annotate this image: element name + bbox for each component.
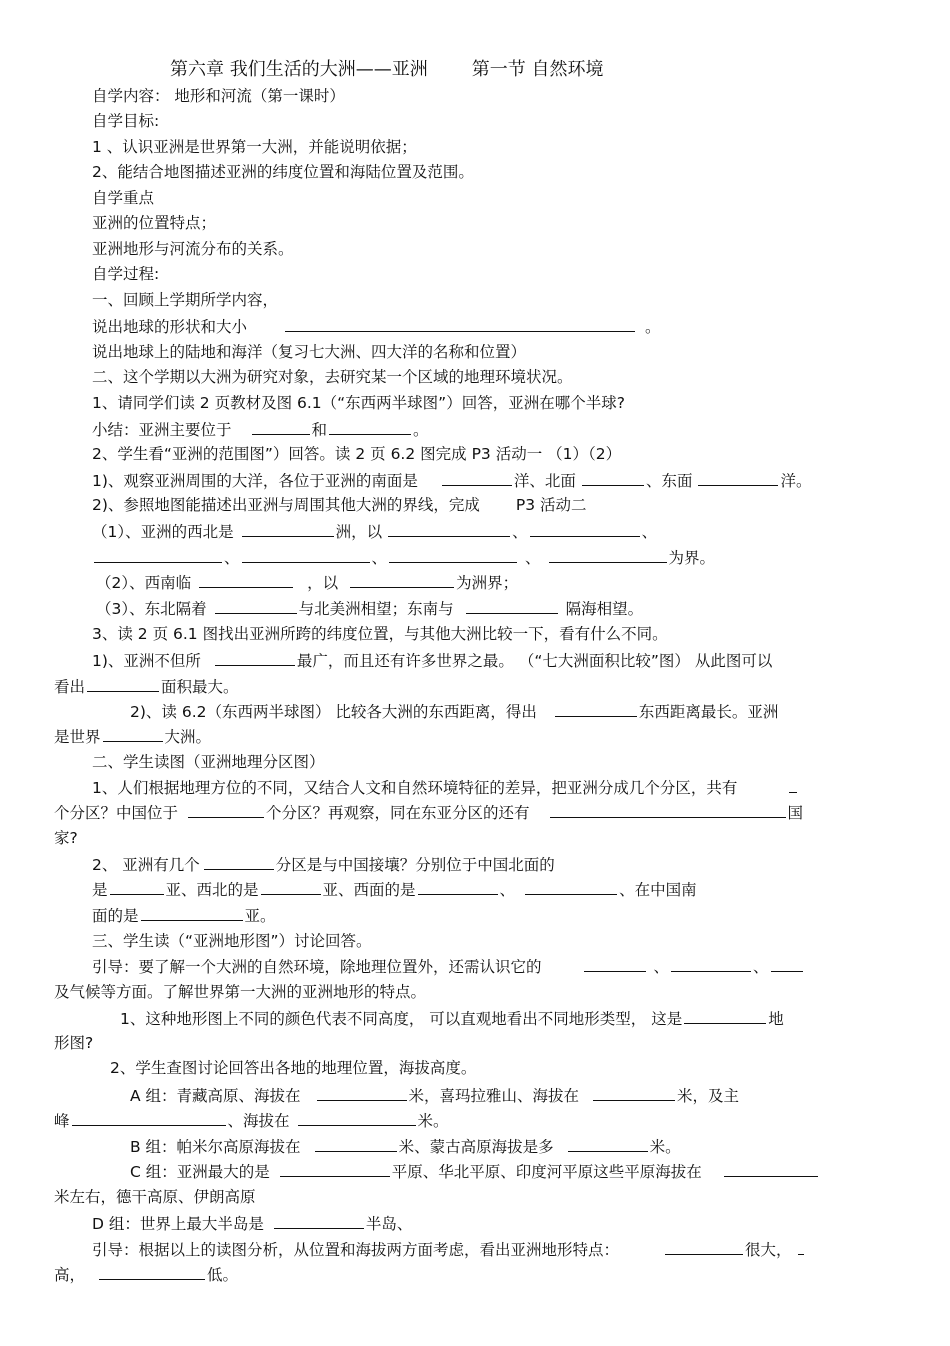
text: 引导：要了解一个大洲的自然环境，除地理位置外，还需认识它的	[92, 958, 542, 976]
text: A 组：青藏高原、海拔在	[130, 1087, 301, 1105]
text: 是	[92, 881, 108, 899]
answer-blank[interactable]	[550, 802, 786, 818]
answer-blank[interactable]	[285, 316, 635, 332]
answer-blank[interactable]	[315, 1136, 397, 1152]
answer-blank[interactable]	[261, 879, 321, 895]
map-type-line	[120, 1008, 784, 1028]
answer-blank[interactable]	[582, 470, 644, 486]
answer-blank[interactable]	[665, 1239, 743, 1255]
group-c-line	[130, 1161, 820, 1181]
map-type-line-end: 形图?	[54, 1034, 94, 1052]
answer-blank[interactable]	[317, 1085, 407, 1101]
text: 面积最大。	[161, 678, 239, 696]
text: 低。	[207, 1266, 239, 1284]
answer-blank[interactable]	[274, 1213, 364, 1229]
text: ，以	[307, 574, 339, 592]
answer-blank[interactable]	[199, 572, 293, 588]
group-b-line	[130, 1136, 681, 1156]
text: （2）、西南临	[96, 574, 192, 592]
southwest-line	[96, 572, 518, 592]
text: 个分区？中国位于	[54, 804, 179, 822]
group-a-line-2	[54, 1110, 449, 1130]
answer-blank[interactable]	[242, 521, 334, 537]
conclusion-line	[92, 1239, 806, 1259]
group-discussion-line: 2、学生查图讨论回答出各地的地理位置，海拔高度。	[110, 1059, 477, 1077]
terrain-heading: 三、学生读（“亚洲地形图”）讨论回答。	[92, 932, 372, 950]
chapter-title	[170, 60, 603, 80]
text: 最广，而且还有许多世界之最。 （“七大洲面积比较”图） 从此图可以	[296, 652, 773, 670]
text: 高，	[54, 1266, 86, 1284]
text: 个分区？再观察，同在东亚分区的还有	[266, 804, 530, 822]
answer-blank[interactable]	[329, 419, 411, 435]
text: 峰	[54, 1112, 70, 1130]
key-points-heading: 自学重点	[92, 189, 155, 207]
group-c-line-2: 米左右，德干高原、伊朗高原	[54, 1188, 256, 1206]
text: 米，及主	[677, 1087, 740, 1105]
answer-blank[interactable]	[568, 1136, 648, 1152]
answer-blank[interactable]	[103, 726, 163, 742]
answer-blank[interactable]	[110, 879, 164, 895]
answer-blank[interactable]	[94, 547, 222, 563]
key-point-2: 亚洲地形与河流分布的关系。	[92, 240, 294, 258]
goal-1: 1 、认识亚洲是世界第一大洲，并能说明依据；	[92, 138, 417, 156]
text: 大洲。	[164, 728, 212, 746]
section-2-heading: 二、这个学期以大洲为研究对象，去研究某一个区域的地理环境状况。	[92, 368, 573, 386]
text: 2)、读 6.2（东西两半球图） 比较各大洲的东西距离，得出	[130, 703, 537, 721]
text: 1)、观察亚洲周围的大洋，各位于亚洲的南面是	[92, 472, 418, 490]
key-point-1: 亚洲的位置特点；	[92, 214, 217, 232]
boundary-list-line	[92, 547, 715, 567]
goal-2: 2、能结合地图描述亚洲的纬度位置和海陆位置及范围。	[92, 163, 474, 181]
text: 、在中国南	[619, 881, 697, 899]
text: B 组：帕米尔高原海拔在	[130, 1138, 301, 1156]
text: 、东面	[645, 472, 693, 490]
text: 。	[413, 421, 429, 439]
text: 看出	[54, 678, 86, 696]
text: 很大，	[745, 1241, 792, 1259]
answer-blank[interactable]	[724, 1161, 818, 1177]
answer-blank[interactable]	[671, 956, 751, 972]
conclusion-line-2	[54, 1264, 238, 1284]
text: 、	[525, 549, 541, 567]
review-heading: 一、回顾上学期所学内容，	[92, 291, 279, 309]
answer-blank[interactable]	[771, 956, 803, 972]
text: 、	[371, 549, 388, 567]
directions-line	[92, 879, 697, 899]
text: 国	[787, 804, 804, 822]
guide-line-1	[92, 956, 805, 976]
text: 小结：亚洲主要位于	[92, 421, 232, 439]
answer-blank[interactable]	[252, 419, 310, 435]
study-content: 自学内容： 地形和河流（第一课时）	[92, 87, 345, 105]
latitude-line	[92, 650, 772, 670]
northwest-line	[92, 521, 657, 541]
text: P3 活动二	[515, 496, 587, 514]
text: 为洲界；	[456, 574, 519, 592]
text: 洲，以	[335, 523, 383, 541]
text: 与北美洲相望；东南与	[298, 600, 454, 618]
text: 米。	[417, 1112, 449, 1130]
text: 和	[311, 421, 328, 439]
answer-blank[interactable]	[242, 547, 370, 563]
text: 是世界	[54, 728, 101, 746]
study-goals-heading: 自学目标:	[92, 112, 160, 130]
text: 1、这种地形图上不同的颜色代表不同高度， 可以直观地看出不同地形类型， 这是	[120, 1010, 683, 1028]
question-3: 3、读 2 页 6.1 图找出亚洲所跨的纬度位置，与其他大洲比较一下，看有什么不同。	[92, 625, 668, 643]
text: 半岛、	[365, 1215, 413, 1233]
text: 2、 亚洲有几个	[92, 856, 200, 874]
answer-blank[interactable]	[188, 802, 264, 818]
east-west-line	[130, 701, 778, 721]
answer-blank[interactable]	[593, 1085, 675, 1101]
answer-blank[interactable]	[388, 521, 510, 537]
text: 分区是与中国接壤？分别位于中国北面的	[275, 856, 555, 874]
text: 1)、亚洲不但所	[92, 652, 201, 670]
text: D 组：世界上最大半岛是	[92, 1215, 264, 1233]
neighbor-regions-line	[92, 854, 555, 874]
answer-blank[interactable]	[72, 1110, 226, 1126]
text: 洋。	[780, 472, 812, 490]
answer-blank[interactable]	[530, 521, 640, 537]
text: 亚、西北的是	[165, 881, 259, 899]
group-d-line	[92, 1213, 412, 1233]
summary-line	[92, 419, 429, 439]
answer-blank[interactable]	[584, 956, 646, 972]
text: 地	[768, 1010, 784, 1028]
area-line	[54, 676, 239, 696]
boundary-line	[92, 495, 587, 515]
northeast-line	[96, 598, 643, 618]
oceans-line	[92, 470, 811, 490]
regions-count-line	[54, 802, 803, 822]
text: 、	[753, 958, 769, 976]
answer-blank[interactable]	[555, 701, 637, 717]
earth-shape-line	[92, 316, 661, 336]
answer-blank[interactable]	[525, 879, 617, 895]
text: 。	[645, 318, 661, 336]
text: 东西距离最长。亚洲	[638, 703, 779, 721]
text: 面的是	[92, 907, 139, 925]
text: 为界。	[668, 549, 716, 567]
answer-blank[interactable]	[442, 470, 512, 486]
text: 米。	[649, 1138, 681, 1156]
chapter-heading: 第六章 我们生活的大洲——亚洲	[170, 59, 428, 80]
text: 米、蒙古高原海拔是多	[398, 1138, 554, 1156]
answer-blank[interactable]	[789, 777, 797, 793]
answer-blank[interactable]	[684, 1008, 766, 1024]
text: （1）、亚洲的西北是	[92, 523, 234, 541]
answer-blank[interactable]	[99, 1264, 205, 1280]
text: 、	[224, 549, 240, 567]
text: （3）、东北隔着	[96, 600, 207, 618]
south-line	[92, 905, 276, 925]
guide-line-2: 及气候等方面。了解世界第一大洲的亚洲地形的特点。	[54, 983, 427, 1001]
answer-blank[interactable]	[298, 1110, 416, 1126]
text: 、海拔在	[227, 1112, 290, 1130]
text: 1、人们根据地理方位的不同，又结合人文和自然环境特征的差异，把亚洲分成几个分区，共有	[92, 779, 738, 797]
text: 洋、北面	[513, 472, 576, 490]
question-2: 2、学生看“亚洲的范围图”）回答。读 2 页 6.2 图完成 P3 活动一 （1）（2）	[92, 445, 622, 463]
land-ocean-line: 说出地球上的陆地和海洋（复习七大洲、四大洋的名称和位置）	[92, 343, 527, 361]
section-heading: 第一节 自然环境	[471, 59, 604, 80]
text: C 组：亚洲最大的是	[130, 1163, 270, 1181]
text: 、	[499, 881, 516, 899]
text: 亚、西面的是	[322, 881, 416, 899]
answer-blank[interactable]	[87, 676, 159, 692]
answer-blank[interactable]	[215, 650, 295, 666]
process-heading: 自学过程:	[92, 265, 160, 283]
answer-blank[interactable]	[389, 547, 517, 563]
largest-continent-line	[54, 726, 211, 746]
text: 隔海相望。	[565, 600, 644, 618]
text: 平原、华北平原、印度河平原这些平原海拔在	[391, 1163, 702, 1181]
answer-blank[interactable]	[141, 905, 243, 921]
answer-blank[interactable]	[280, 1161, 390, 1177]
text: 2)、参照地图能描述出亚洲与周围其他大洲的界线，完成	[92, 496, 480, 514]
text: 、	[512, 523, 528, 541]
text: 亚。	[244, 907, 276, 925]
text: 、	[653, 958, 670, 976]
regions-count-line-end: 家?	[54, 829, 78, 847]
answer-blank[interactable]	[698, 470, 778, 486]
group-a-line	[130, 1085, 739, 1105]
answer-blank[interactable]	[798, 1239, 804, 1255]
answer-blank[interactable]	[215, 598, 297, 614]
regions-question-1	[92, 777, 799, 797]
regions-heading: 二、学生读图（亚洲地理分区图）	[92, 753, 325, 771]
text: 引导：根据以上的读图分析，从位置和海拔两方面考虑，看出亚洲地形特点：	[92, 1241, 620, 1259]
text: 说出地球的形状和大小	[92, 318, 248, 336]
answer-blank[interactable]	[350, 572, 454, 588]
answer-blank[interactable]	[466, 598, 558, 614]
answer-blank[interactable]	[549, 547, 667, 563]
text: 米，喜玛拉雅山、海拔在	[408, 1087, 580, 1105]
answer-blank[interactable]	[418, 879, 498, 895]
text: 、	[641, 523, 658, 541]
answer-blank[interactable]	[204, 854, 274, 870]
question-1: 1、请同学们读 2 页教材及图 6.1（“东西两半球图”）回答，亚洲在哪个半球?	[92, 394, 625, 412]
